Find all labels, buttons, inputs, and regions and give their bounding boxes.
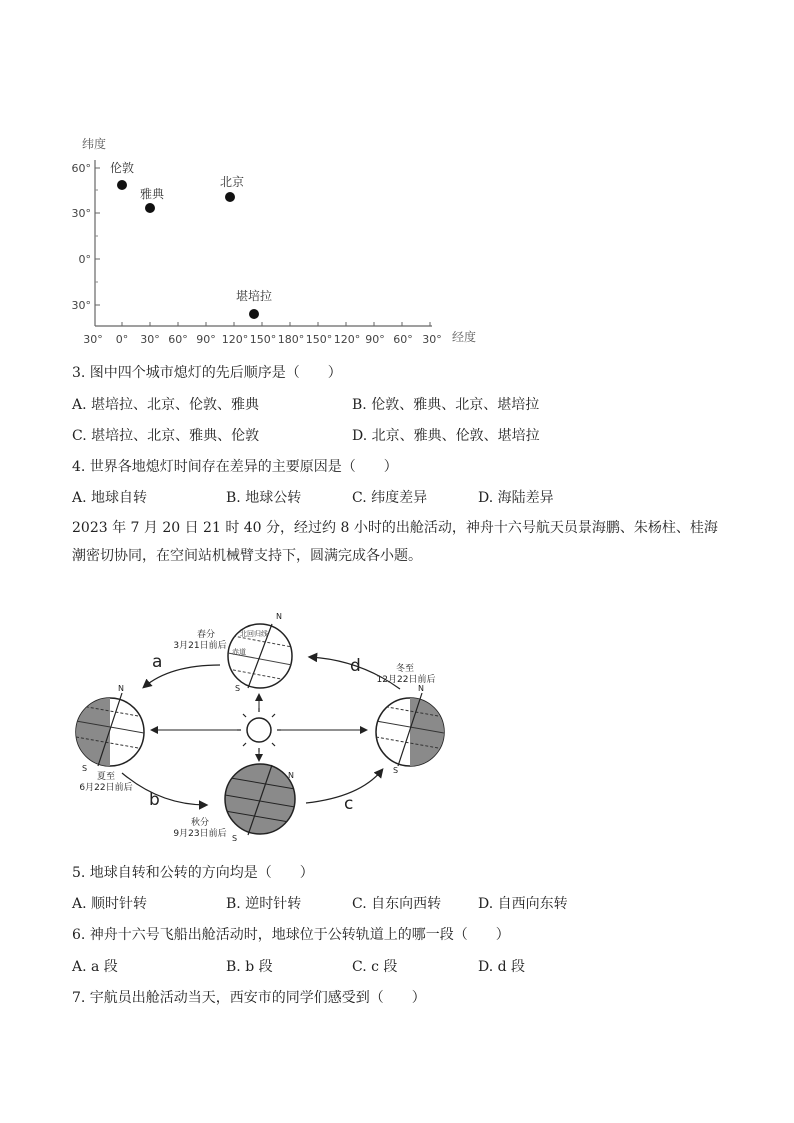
city-point-london <box>117 180 127 190</box>
x-tick-label: 30° <box>422 333 442 346</box>
segment-label-a: a <box>152 652 163 672</box>
label-spring-name: 春分 <box>196 630 216 640</box>
city-label-beijing: 北京 <box>220 175 245 189</box>
question-4-option-d[interactable]: D. 海陆差异 <box>478 490 554 506</box>
segment-label-b: b <box>149 790 160 810</box>
question-5-option-b[interactable]: B. 逆时针转 <box>226 896 302 912</box>
city-map-chart <box>60 130 490 350</box>
x-tick-label: 90° <box>196 333 216 346</box>
globe-summer-solstice <box>76 684 144 773</box>
x-tick-label: 0° <box>115 333 129 346</box>
y-tick-label: 60° <box>71 162 91 175</box>
x-axis-label: 经度 <box>452 330 477 344</box>
pole-n-label: N <box>276 612 282 621</box>
segment-label-c: c <box>344 794 354 814</box>
x-tick-label: 90° <box>365 333 385 346</box>
globe-winter-solstice <box>376 684 444 775</box>
pole-n-label: N <box>418 684 424 693</box>
pole-n-label: N <box>288 771 294 780</box>
x-tick-label: 30° <box>140 333 160 346</box>
question-3-option-c[interactable]: C. 堪培拉、北京、雅典、伦敦 <box>72 428 260 444</box>
question-7-stem: 7. 宇航员出舱活动当天，西安市的同学们感受到（ ） <box>72 990 426 1006</box>
x-tick-label: 150° <box>249 333 277 346</box>
y-tick-label: 30° <box>71 207 91 220</box>
question-3-option-b[interactable]: B. 伦敦、雅典、北京、堪培拉 <box>352 397 540 413</box>
question-6-option-a[interactable]: A. a 段 <box>72 959 118 975</box>
question-3-option-d[interactable]: D. 北京、雅典、伦敦、堪培拉 <box>352 428 540 444</box>
question-5-option-d[interactable]: D. 自西向东转 <box>478 896 568 912</box>
segment-label-d: d <box>350 656 361 676</box>
passage-text: 2023 年 7 月 20 日 21 时 40 分，经过约 8 小时的出舱活动，神舟十六号航天员景海鹏、朱杨柱、桂海潮密切协同，在空间站机械臂支持下，圆满完成各小题。 <box>72 520 718 564</box>
question-6-option-b[interactable]: B. b 段 <box>226 959 273 975</box>
x-tick-label: 120° <box>221 333 249 346</box>
globe-autumn-equinox <box>225 764 295 843</box>
question-5-stem: 5. 地球自转和公转的方向均是（ ） <box>72 865 314 881</box>
label-autumn-name: 秋分 <box>190 818 210 828</box>
city-point-athens <box>145 203 155 213</box>
x-tick-label: 150° <box>305 333 333 346</box>
sun-icon <box>237 708 281 752</box>
orbit-arrow-b <box>122 773 206 805</box>
y-ticks <box>95 168 100 305</box>
globe-spring-equinox <box>228 612 292 693</box>
globe-label-tropic: 北回归线 <box>240 630 268 638</box>
city-label-london: 伦敦 <box>110 161 135 175</box>
question-4-option-c[interactable]: C. 纬度差异 <box>352 490 428 506</box>
question-4-stem: 4. 世界各地熄灯时间存在差异的主要原因是（ ） <box>72 459 398 475</box>
x-tick-label: 120° <box>333 333 361 346</box>
pole-s-label: S <box>393 766 399 775</box>
pole-s-label: S <box>232 834 238 843</box>
y-tick-label: 0° <box>78 253 91 266</box>
pole-n-label: N <box>118 684 124 693</box>
city-point-canberra <box>249 309 259 319</box>
city-label-canberra: 堪培拉 <box>236 289 273 303</box>
city-label-athens: 雅典 <box>140 187 165 201</box>
x-tick-label: 60° <box>393 333 413 346</box>
y-axis-label: 纬度 <box>82 137 107 151</box>
question-6-stem: 6. 神舟十六号飞船出舱活动时，地球位于公转轨道上的哪一段（ ） <box>72 927 510 943</box>
question-4-option-a[interactable]: A. 地球自转 <box>72 490 148 506</box>
question-5-option-c[interactable]: C. 自东向西转 <box>352 896 442 912</box>
question-3-stem: 3. 图中四个城市熄灯的先后顺序是（ ） <box>72 365 342 381</box>
label-summer-name: 夏至 <box>96 772 116 782</box>
city-point-beijing <box>225 192 235 202</box>
label-summer-date: 6月22日前后 <box>79 783 133 793</box>
pole-s-label: S <box>82 764 88 773</box>
earth-orbit-diagram <box>60 605 460 845</box>
x-tick-label: 180° <box>277 333 305 346</box>
x-tick-label: 30° <box>83 333 103 346</box>
pole-s-label: S <box>235 684 241 693</box>
y-tick-label: 30° <box>71 299 91 312</box>
globe-label-equator: 赤道 <box>232 648 246 656</box>
x-tick-label: 60° <box>168 333 188 346</box>
question-6-option-d[interactable]: D. d 段 <box>478 959 526 975</box>
label-spring-date: 3月21日前后 <box>173 641 227 651</box>
question-3-option-a[interactable]: A. 堪培拉、北京、伦敦、雅典 <box>72 397 260 413</box>
question-5-option-a[interactable]: A. 顺时针转 <box>72 896 148 912</box>
label-winter-date: 12月22日前后 <box>376 675 436 685</box>
label-autumn-date: 9月23日前后 <box>173 829 227 839</box>
question-6-option-c[interactable]: C. c 段 <box>352 959 398 975</box>
question-4-option-b[interactable]: B. 地球公转 <box>226 490 302 506</box>
label-winter-name: 冬至 <box>395 664 415 674</box>
